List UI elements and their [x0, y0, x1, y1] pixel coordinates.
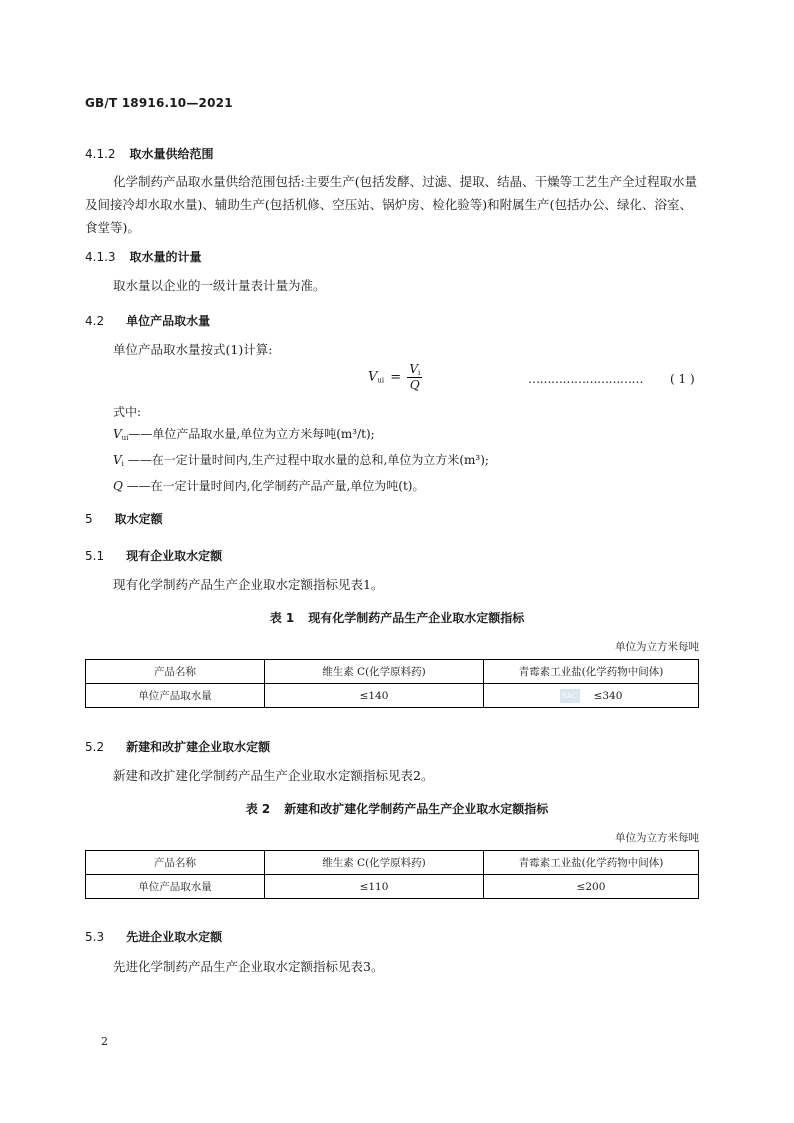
table-header-cell: 青霉素工业盐(化学药物中间体)	[484, 851, 699, 875]
table-cell: ≤110	[265, 875, 484, 899]
section-number: 5.1	[85, 549, 105, 563]
section-4-1-3-body: 取水量以企业的一级计量表计量为准。	[113, 278, 326, 293]
section-5-1-body: 现有化学制药产品生产企业取水定额指标见表1。	[113, 577, 384, 592]
section-number: 5	[85, 512, 93, 526]
section-title: 新建和改扩建企业取水定额	[126, 740, 271, 754]
table-2	[85, 850, 699, 899]
where-label: 式中:	[113, 405, 142, 419]
section-5-3-heading	[85, 928, 222, 945]
table-title: 现有化学制药产品生产企业取水定额指标	[308, 611, 525, 625]
table-header-row	[86, 660, 699, 684]
table-header-cell: 产品名称	[86, 660, 265, 684]
formula-leader-dots: …………………………	[528, 372, 643, 386]
definition-vi: $V_i$ ——在一定计量时间内,生产过程中取水量的总和,单位为立方米(m³);	[113, 453, 489, 468]
formula-numerator: $V_i$	[409, 362, 421, 377]
section-title: 取水量的计量	[129, 250, 202, 264]
standard-code-header: GB/T 18916.10—2021	[85, 96, 233, 110]
table-2-caption	[0, 800, 794, 817]
section-title: 先进企业取水定额	[126, 930, 223, 944]
section-number: 5.2	[85, 740, 105, 754]
table-title: 新建和改扩建化学制药产品生产企业取水定额指标	[284, 802, 549, 816]
section-title: 取水定额	[114, 512, 163, 526]
table-1	[85, 659, 699, 708]
section-5-3-body: 先进化学制药产品生产企业取水定额指标见表3。	[113, 959, 384, 974]
table-header-cell: 维生素 C(化学原料药)	[265, 851, 484, 875]
table-cell: 单位产品取水量	[86, 875, 265, 899]
formula-lhs-subscript: ui	[377, 376, 385, 385]
formula-1	[368, 362, 422, 392]
table-1-caption	[0, 609, 794, 626]
section-5-2-body: 新建和改扩建化学制药产品生产企业取水定额指标见表2。	[113, 768, 434, 783]
table-cell: 单位产品取水量	[86, 684, 265, 708]
table-label: 表 1	[269, 611, 295, 625]
section-5-1-heading	[85, 547, 222, 564]
sac-watermark-stamp: SAC	[560, 689, 580, 703]
table-label: 表 2	[245, 802, 271, 816]
section-title: 取水量供给范围	[129, 147, 214, 161]
table-cell: SAC ≤340	[484, 684, 699, 708]
table-header-row	[86, 851, 699, 875]
definition-vui: $V_{ui}——$单位产品取水量,单位为立方米每吨(m³/t);	[113, 427, 375, 442]
table-row	[86, 684, 699, 708]
section-4-2-heading	[85, 312, 210, 329]
table-header-cell: 维生素 C(化学原料药)	[265, 660, 484, 684]
section-5-2-heading	[85, 738, 270, 755]
section-title: 现有企业取水定额	[126, 549, 223, 563]
formula-number: ( 1 )	[670, 372, 695, 386]
formula-intro: 单位产品取水量按式(1)计算:	[113, 342, 273, 357]
table-header-cell: 产品名称	[86, 851, 265, 875]
section-number: 4.1.2	[85, 147, 116, 161]
section-5-heading	[85, 510, 163, 527]
formula-equals: =	[390, 369, 402, 385]
definition-q: Q ——在一定计量时间内,化学制药产品产量,单位为吨(t)。	[113, 479, 425, 493]
table-header-cell: 青霉素工业盐(化学药物中间体)	[484, 660, 699, 684]
formula-definitions	[113, 401, 489, 497]
table-cell: ≤140	[265, 684, 484, 708]
section-number: 4.2	[85, 314, 105, 328]
section-number: 4.1.3	[85, 250, 116, 264]
section-number: 5.3	[85, 930, 105, 944]
table-row	[86, 875, 699, 899]
formula-lhs: V	[368, 369, 378, 385]
formula-denominator: Q	[409, 378, 420, 392]
table-cell: ≤200	[484, 875, 699, 899]
section-title: 单位产品取水量	[126, 314, 211, 328]
section-4-1-2-body: 化学制药产品取水量供给范围包括:主要生产(包括发酵、过滤、提取、结晶、干燥等工艺生产全过程取水量及间接冷却水取水量)、辅助生产(包括机修、空压站、锅炉房、检化验等)和附属生产(包括办公、绿化、浴室、食堂等)。	[85, 174, 698, 235]
table-2-unit: 单位为立方米每吨	[615, 832, 699, 844]
formula-fraction	[407, 362, 422, 392]
table-1-unit: 单位为立方米每吨	[615, 641, 699, 653]
section-4-1-2-heading	[85, 145, 214, 162]
page-number: 2	[101, 1035, 108, 1048]
section-4-1-3-heading	[85, 248, 202, 265]
